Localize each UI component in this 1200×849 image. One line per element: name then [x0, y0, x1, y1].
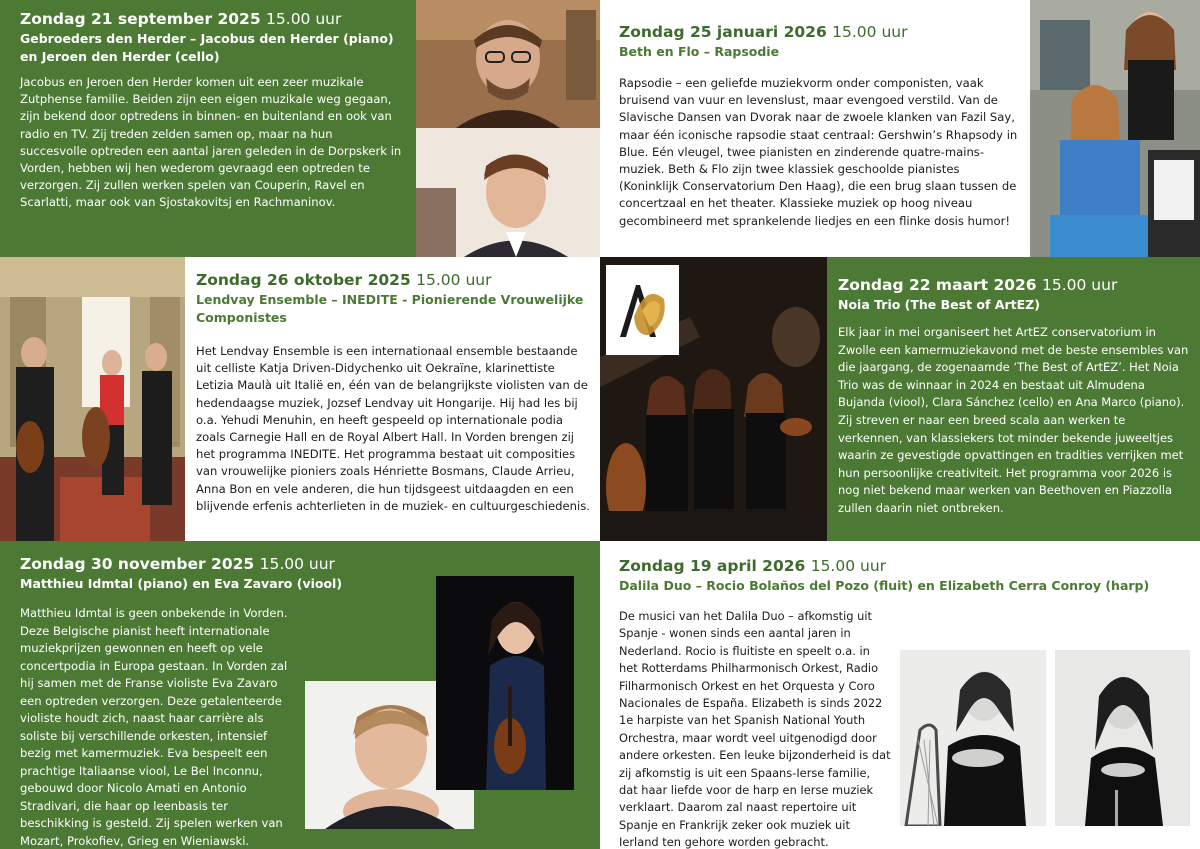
- dalila-photos: [900, 650, 1190, 826]
- concert-panel-sep-2025: [0, 0, 416, 257]
- eva-zavaro-photo: [436, 576, 574, 790]
- concert-performers: Dalila Duo – Rocio Bolaños del Pozo (fluit) en Elizabeth Cerra Conroy (harp): [619, 578, 1150, 593]
- concert-description: Elk jaar in mei organiseert het ArtEZ conservatorium in Zwolle een kamermuziekavond met de beste ensembles van die jaargang, de zogenaamde ‘The Best of ArtEZ’. Het Noia Trio was de winnaar in 2024 en bestaat uit Almudena Bujanda (viool), Clara Sánchez (cello) en Ana Marco (piano). Zij streven er naar een breed scala aan werken te verkennen, van klassiekers tot minder bekende juweeltjes waarin ze gevestigde opvattingen en tradities verrijken met hun persoonlijke creativiteit. Het programma voor 2026 is nog niet bekend maar werken van Beethoven en Piazzolla zullen daarin niet ontbreken.: [838, 325, 1189, 515]
- concert-panel-oct-2025: [185, 257, 600, 541]
- concert-performers: Beth en Flo – Rapsodie: [619, 44, 780, 59]
- beth-en-flo-photo: [1030, 0, 1200, 257]
- den-herder-jacobus-photo: [416, 0, 600, 128]
- artez-logo-icon: [606, 265, 679, 355]
- concert-description: Rapsodie – een geliefde muziekvorm onder componisten, vaak bruisend van vuur en levenslust, maar evengoed verstild. Van de Slavische Dansen van Dvorak naar de zwoele klanken van Fazil Say, maar één iconische rapsodie staat centraal: Gershwin’s Rhapsody in Blue. Eén vleugel, twee pianisten en zinderende quatre-mains-muziek. Beth & Flo zijn twee klassiek geschoolde pianistes (Koninklijk Conservatorium Den Haag), die een brug slaan tussen de concertzaal en het theater. Klassieke muziek op hoog niveau gecombineerd met sprankelende liedjes en een flinke dosis humor!: [619, 76, 1018, 228]
- elizabeth-cerra-photo: [900, 650, 1046, 826]
- concert-performers: Matthieu Idmtal (piano) en Eva Zavaro (viool): [20, 576, 343, 591]
- concert-panel-mar-2026: [827, 257, 1200, 541]
- concert-panel-jan-2026: [600, 0, 1030, 257]
- concert-date: Zondag 22 maart 2026 15.00 uur: [838, 276, 1118, 294]
- den-herder-jeroen-photo: [416, 128, 600, 257]
- concert-description: Jacobus en Jeroen den Herder komen uit een zeer muzikale Zutphense familie. Beiden zijn een eigen muzikale weg gegaan, zijn bekend door optredens in binnen- en buitenland en ook van radio en TV. Zij treden zelden samen op, maar na hun succesvolle optreden een aantal jaren geleden in de Dorpskerk in Vorden, hebben wij hen wederom gevraagd een optreden te verzorgen. Zij zullen werken spelen van Couperin, Ravel en Scarlatti, maar ook van Sjostakovitsj en Rachmaninov.: [20, 75, 402, 210]
- lendvay-ensemble-photo: [0, 257, 185, 541]
- concert-description: Het Lendvay Ensemble is een internationaal ensemble bestaande uit celliste Katja Driven-Didychenko uit Oekraïne, klarinettiste Letizia Maulà uit Italië en, één van de belangrijkste violisten van de hedendaagse muziek, Jozsef Lendvay uit Hongarije. Hij had les bij o.a. Yehudi Menuhin, en heeft gespeeld op internationale podia zoals Carnegie Hall en de Royal Albert Hall. In Vorden brengen zij het programma INEDITE. Het programma bestaat uit composities van vrouwelijke pioniers zoals Hénriette Bosmans, Claude Arrieu, Anna Bon en vele anderen, die hun tijdsgeest uitdaagden en een blijvende erfenis achterlieten in de muziek- en cultuurgeschiedenis.: [196, 344, 590, 513]
- concert-description: De musici van het Dalila Duo – afkomstig uit Spanje - wonen sinds een aantal jaren in Nederland. Rocio is fluitiste en speelt o.a. in het Rotterdams Philharmonisch Orkest, Radio Filharmonisch Orkest en het Orquesta y Coro Nacionales de España. Elizabeth is sinds 2022 1e harpiste van het Spanish National Youth Orchestra, maar wordt veel uitgenodigd door andere orkesten. Een leuke bijzonderheid is dat zij afkomstig is uit een Spaans-Ierse familie, dat haar liefde voor de harp en Ierse muziek verklaart. Daarom zal naast repertoire uit Spanje en Frankrijk zeker ook muziek uit Ierland ten gehore worden gebracht.: [619, 608, 1190, 849]
- concert-panel-apr-2026: [600, 541, 1200, 849]
- concert-performers: Lendvay Ensemble – INEDITE - Pionierende Vrouwelijke Componistes: [196, 292, 584, 325]
- concert-date: Zondag 21 september 2025 15.00 uur: [20, 10, 342, 28]
- concert-performers: Noia Trio (The Best of ArtEZ): [838, 297, 1040, 312]
- concert-performers: Gebroeders den Herder – Jacobus den Herder (piano) en Jeroen den Herder (cello): [20, 31, 394, 64]
- concert-description: Matthieu Idmtal is geen onbekende in Vorden. Deze Belgische pianist heeft internationale muziekprijzen gewonnen en heeft op vele concertpodia in Europa gestaan. In Vorden zal hij samen met de Franse violiste Eva Zavaro een optreden verzorgen. Deze getalenteerde violiste houdt zich, naast haar carrière als soliste bij verschillende orkesten, intensief bezig met kamermuziek. Eva bespeelt een prachtige Italiaanse viool, Le Bel Inconnu, gebouwd door Nicolo Amati en Antonio Stradivari, die haar op leenbasis ter beschikking is gesteld. Zij spelen werken van Mozart, Prokofiev, Grieg en Wieniawski.: [20, 606, 288, 848]
- concert-date: Zondag 30 november 2025 15.00 uur: [20, 555, 335, 573]
- rocio-bolanos-photo: [1055, 650, 1190, 826]
- concert-date: Zondag 25 januari 2026 15.00 uur: [619, 23, 908, 41]
- concert-date: Zondag 26 oktober 2025 15.00 uur: [196, 271, 492, 289]
- concert-date: Zondag 19 april 2026 15.00 uur: [619, 557, 887, 575]
